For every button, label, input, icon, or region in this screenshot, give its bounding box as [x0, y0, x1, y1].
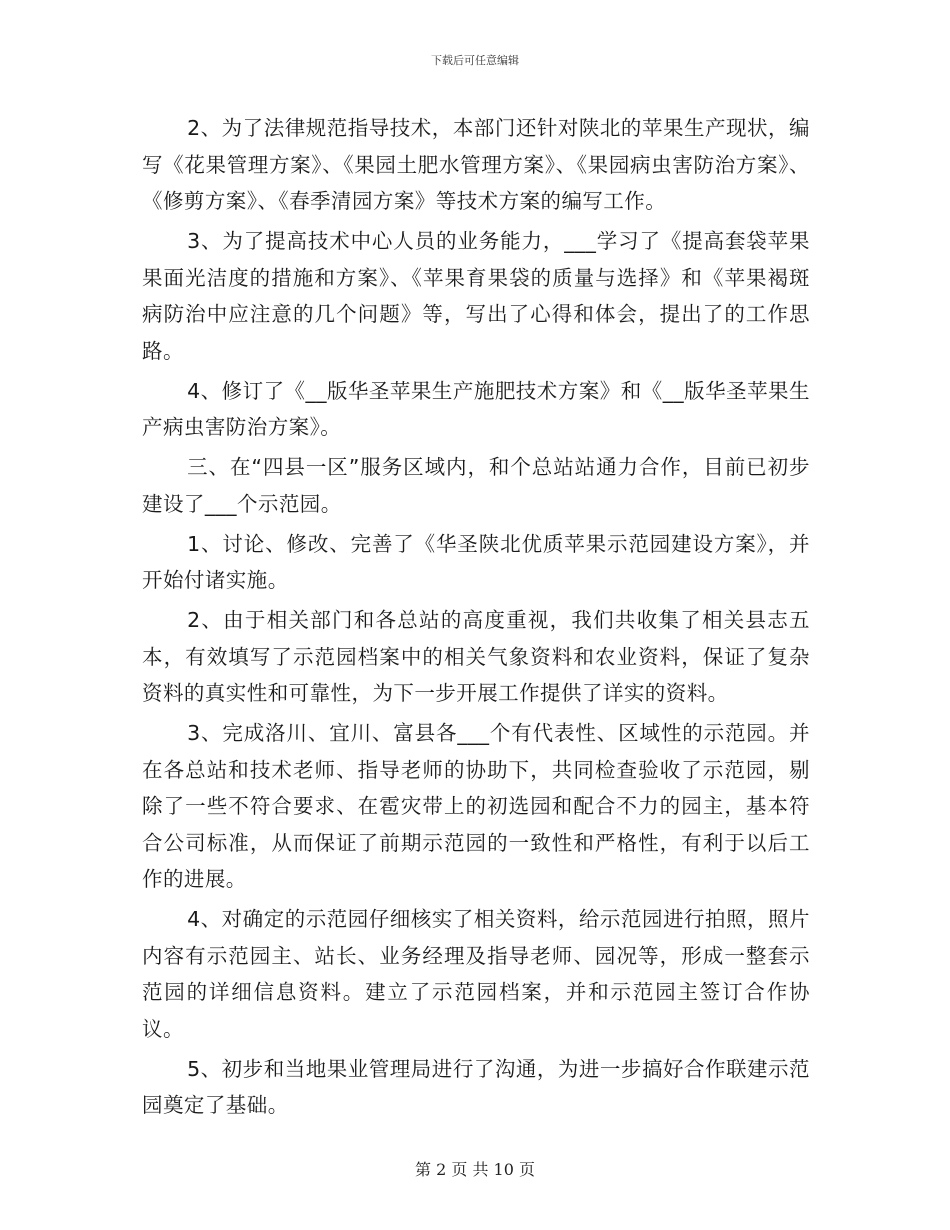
paragraph: 4、对确定的示范园仔细核实了相关资料，给示范园进行拍照，照片内容有示范园主、站长、业务经理及指导老师、园况等，形成一整套示范园的详细信息资料。建立了示范园档案，并和示范园主签订合作协议。	[142, 907, 810, 1041]
document-body	[142, 110, 810, 1127]
paragraph: 5、初步和当地果业管理局进行了沟通，为进一步搞好合作联建示范园奠定了基础。	[142, 1056, 810, 1117]
paragraph: 4、修订了《__版华圣苹果生产施肥技术方案》和《__版华圣苹果生产病虫害防治方案》。	[142, 378, 810, 439]
paragraph: 三、在“四县一区”服务区域内，和个总站站通力合作，目前已初步建设了___个示范园。	[142, 455, 810, 516]
paragraph: 3、完成洛川、宜川、富县各___个有代表性、区域性的示范园。并在各总站和技术老师、指导老师的协助下，共同检查验收了示范园，剔除了一些不符合要求、在雹灾带上的初选园和配合不力的园主，基本符合公司标准，从而保证了前期示范园的一致性和严格性，有利于以后工作的进展。	[142, 721, 810, 891]
page-header: 下载后可任意编辑	[431, 54, 519, 67]
paragraph: 2、为了法律规范指导技术，本部门还针对陕北的苹果生产现状，编写《花果管理方案》、《果园土肥水管理方案》、《果园病虫害防治方案》、《修剪方案》、《春季清园方案》等技术方案的编写工作。	[142, 116, 810, 213]
page-number-footer: 第 2 页 共 10 页	[415, 1160, 535, 1179]
paragraph: 1、讨论、修改、完善了《华圣陕北优质苹果示范园建设方案》，并开始付诸实施。	[142, 531, 810, 592]
paragraph: 3、为了提高技术中心人员的业务能力，___学习了《提高套袋苹果果面光洁度的措施和方案》、《苹果育果袋的质量与选择》和《苹果褐斑病防治中应注意的几个问题》等，写出了心得和体会，提出了的工作思路。	[142, 229, 810, 363]
paragraph: 2、由于相关部门和各总站的高度重视，我们共收集了相关县志五本，有效填写了示范园档案中的相关气象资料和农业资料，保证了复杂资料的真实性和可靠性，为下一步开展工作提供了详实的资料。	[142, 608, 810, 705]
